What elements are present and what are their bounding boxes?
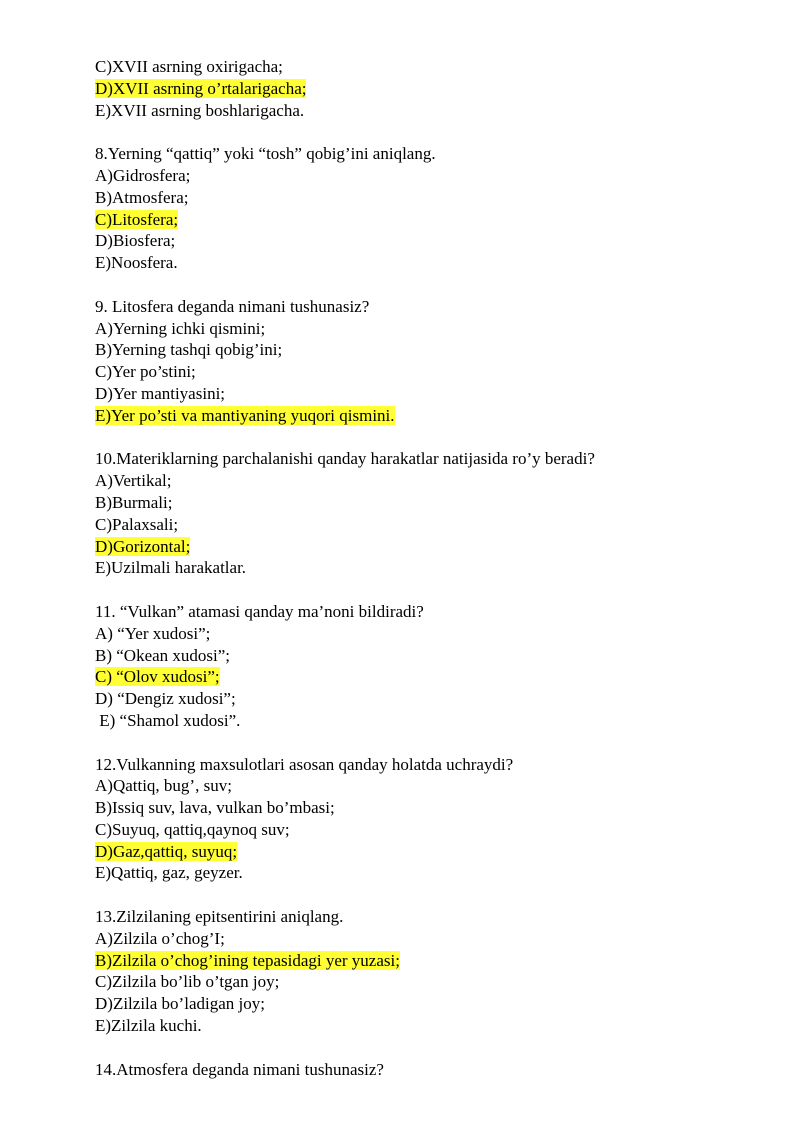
answer-option: [95, 775, 775, 797]
answer-option: [95, 993, 775, 1015]
answer-text: E) “Shamol xudosi”.: [95, 710, 241, 730]
highlighted-answer-text: D)Gaz,qattiq, suyuq;: [95, 841, 238, 861]
answer-text: E)Zilzila kuchi.: [95, 1016, 202, 1036]
correct-answer-option: [95, 666, 775, 688]
answer-text: C)Suyuq, qattiq,qaynoq suv;: [95, 819, 290, 839]
answer-option: [95, 557, 775, 579]
answer-option: [95, 100, 775, 122]
answer-option: [95, 230, 775, 252]
answer-text: A)Qattiq, bug’, suv;: [95, 776, 232, 796]
correct-answer-option: [95, 405, 775, 427]
question-block: [95, 754, 775, 885]
answer-text: E)Noosfera.: [95, 253, 178, 273]
answer-text: B)Yerning tashqi qobig’ini;: [95, 340, 283, 360]
question-text: [95, 601, 775, 623]
answer-option: [95, 623, 775, 645]
question-block: [95, 906, 775, 1037]
answer-text: E)Qattiq, gaz, geyzer.: [95, 863, 243, 883]
blank-line: [95, 732, 775, 754]
answer-option: [95, 819, 775, 841]
answer-text: D)Zilzila bo’ladigan joy;: [95, 994, 265, 1014]
question-text: [95, 754, 775, 776]
highlighted-answer-text: D)Gorizontal;: [95, 536, 191, 556]
answer-option: [95, 383, 775, 405]
answer-option: [95, 928, 775, 950]
answer-text: A)Zilzila o’chog’I;: [95, 928, 225, 948]
question-label: 12.Vulkanning maxsulotlari asosan qanday holatda uchraydi?: [95, 754, 514, 774]
question-text: [95, 143, 775, 165]
answer-text: C)Yer po’stini;: [95, 362, 196, 382]
correct-answer-option: [95, 536, 775, 558]
blank-line: [95, 1037, 775, 1059]
answer-option: [95, 252, 775, 274]
correct-answer-option: [95, 209, 775, 231]
answer-text: A)Gidrosfera;: [95, 165, 191, 185]
answer-text: D)Yer mantiyasini;: [95, 383, 226, 403]
answer-option: [95, 862, 775, 884]
question-block: [95, 296, 775, 427]
question-label: 8.Yerning “qattiq” yoki “tosh” qobig’ini aniqlang.: [95, 144, 436, 164]
answer-text: B)Burmali;: [95, 492, 173, 512]
question-continuation: [95, 56, 775, 121]
answer-text: B)Issiq suv, lava, vulkan bo’mbasi;: [95, 798, 335, 818]
answer-text: E)XVII asrning boshlarigacha.: [95, 100, 305, 120]
answer-text: A)Vertikal;: [95, 471, 172, 491]
answer-option: [95, 688, 775, 710]
answer-option: [95, 1015, 775, 1037]
question-label: 13.Zilzilaning epitsentirini aniqlang.: [95, 907, 344, 927]
answer-text: C)Palaxsali;: [95, 514, 179, 534]
answer-option: [95, 797, 775, 819]
highlighted-answer-text: D)XVII asrning o’rtalarigacha;: [95, 78, 307, 98]
answer-option: [95, 492, 775, 514]
answer-text: A)Yerning ichki qismini;: [95, 318, 266, 338]
question-text: [95, 906, 775, 928]
answer-option: [95, 318, 775, 340]
blank-line: [95, 579, 775, 601]
answer-option: [95, 971, 775, 993]
question-block: [95, 448, 775, 579]
answer-option: [95, 187, 775, 209]
question-label: 14.Atmosfera deganda nimani tushunasiz?: [95, 1059, 384, 1079]
question-block: [95, 1059, 775, 1081]
answer-option: [95, 339, 775, 361]
highlighted-answer-text: B)Zilzila o’chog’ining tepasidagi yer yuzasi;: [95, 950, 400, 970]
answer-text: D) “Dengiz xudosi”;: [95, 689, 236, 709]
answer-option: [95, 56, 775, 78]
answer-text: A) “Yer xudosi”;: [95, 623, 211, 643]
question-text: [95, 1059, 775, 1081]
question-label: 9. Litosfera deganda nimani tushunasiz?: [95, 296, 370, 316]
answer-text: C)Zilzila bo’lib o’tgan joy;: [95, 972, 280, 992]
highlighted-answer-text: C) “Olov xudosi”;: [95, 667, 220, 687]
question-text: [95, 448, 775, 470]
correct-answer-option: [95, 841, 775, 863]
blank-line: [95, 427, 775, 449]
answer-option: [95, 361, 775, 383]
blank-line: [95, 274, 775, 296]
document-page: [95, 56, 775, 1080]
question-label: 11. “Vulkan” atamasi qanday ma’noni bildiradi?: [95, 601, 424, 621]
question-block: [95, 601, 775, 732]
question-text: [95, 296, 775, 318]
answer-text: D)Biosfera;: [95, 231, 176, 251]
answer-option: [95, 470, 775, 492]
answer-text: C)XVII asrning oxirigacha;: [95, 57, 283, 76]
answer-option: [95, 514, 775, 536]
blank-line: [95, 121, 775, 143]
highlighted-answer-text: C)Litosfera;: [95, 209, 179, 229]
highlighted-answer-text: E)Yer po’sti va mantiyaning yuqori qismini.: [95, 405, 395, 425]
correct-answer-option: [95, 950, 775, 972]
answer-option: [95, 645, 775, 667]
question-block: [95, 143, 775, 274]
correct-answer-option: [95, 78, 775, 100]
answer-text: B)Atmosfera;: [95, 187, 189, 207]
answer-text: E)Uzilmali harakatlar.: [95, 558, 247, 578]
question-label: 10.Materiklarning parchalanishi qanday harakatlar natijasida ro’y beradi?: [95, 449, 595, 469]
answer-text: B) “Okean xudosi”;: [95, 645, 231, 665]
blank-line: [95, 884, 775, 906]
answer-option: [95, 165, 775, 187]
answer-option: [95, 710, 775, 732]
